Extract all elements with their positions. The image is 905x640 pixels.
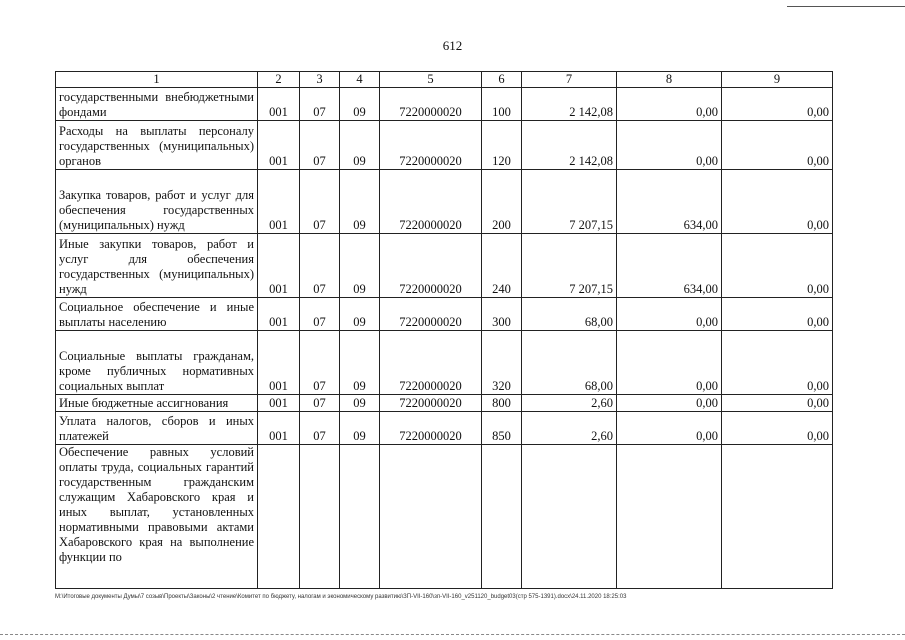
section-code-cell: 07 bbox=[300, 121, 340, 170]
amount-2021-cell: 68,00 bbox=[522, 298, 617, 331]
table-row bbox=[56, 412, 833, 445]
section-code-cell: 07 bbox=[300, 412, 340, 445]
expense-type-cell: 200 bbox=[482, 170, 522, 234]
section-code-cell: 07 bbox=[300, 395, 340, 412]
amount-2022-cell: 0,00 bbox=[617, 121, 722, 170]
amount-2021-cell: 7 207,15 bbox=[522, 170, 617, 234]
amount-2023-cell: 0,00 bbox=[722, 412, 833, 445]
amount-2021-cell: 2 142,08 bbox=[522, 88, 617, 121]
ministry-code-cell: 001 bbox=[258, 331, 300, 395]
expense-type-cell: 240 bbox=[482, 234, 522, 298]
subsection-code-cell: 09 bbox=[340, 234, 380, 298]
ministry-code-cell: 001 bbox=[258, 121, 300, 170]
expense-type-cell: 100 bbox=[482, 88, 522, 121]
amount-2021-cell: 2,60 bbox=[522, 395, 617, 412]
table-row bbox=[56, 395, 833, 412]
amount-2023-cell: 0,00 bbox=[722, 88, 833, 121]
ministry-code-cell: 001 bbox=[258, 88, 300, 121]
expense-type-cell: 850 bbox=[482, 412, 522, 445]
amount-2021-cell: 68,00 bbox=[522, 331, 617, 395]
header-cell: 4 bbox=[340, 72, 380, 88]
table-row bbox=[56, 121, 833, 170]
section-code-cell: 07 bbox=[300, 331, 340, 395]
section-code-cell: 07 bbox=[300, 88, 340, 121]
amount-2022-cell: 0,00 bbox=[617, 412, 722, 445]
budget-table bbox=[55, 71, 833, 589]
expense-type-cell: 800 bbox=[482, 395, 522, 412]
amount-2023-cell bbox=[722, 445, 833, 589]
subsection-code-cell: 09 bbox=[340, 412, 380, 445]
ministry-code-cell: 001 bbox=[258, 395, 300, 412]
table-row bbox=[56, 234, 833, 298]
amount-2023-cell: 0,00 bbox=[722, 331, 833, 395]
header-cell: 8 bbox=[617, 72, 722, 88]
ministry-code-cell: 001 bbox=[258, 298, 300, 331]
header-cell: 9 bbox=[722, 72, 833, 88]
amount-2023-cell: 0,00 bbox=[722, 395, 833, 412]
amount-2022-cell: 0,00 bbox=[617, 395, 722, 412]
target-article-cell: 7220000020 bbox=[380, 395, 482, 412]
row-name-cell: Иные закупки товаров, работ и услуг для обеспечения государственных (муниципальных) нужд bbox=[56, 234, 258, 298]
amount-2022-cell: 0,00 bbox=[617, 298, 722, 331]
section-code-cell bbox=[300, 445, 340, 589]
amount-2022-cell: 0,00 bbox=[617, 331, 722, 395]
subsection-code-cell: 09 bbox=[340, 331, 380, 395]
section-code-cell: 07 bbox=[300, 298, 340, 331]
header-cell: 7 bbox=[522, 72, 617, 88]
target-article-cell: 7220000020 bbox=[380, 121, 482, 170]
ministry-code-cell: 001 bbox=[258, 170, 300, 234]
row-name-cell: Обеспечение равных условий оплаты труда, социальных гарантий государственным гражданским служащим Хабаровского края и иных выплат, установленных нормативными правовыми актами Хабаровского края на выполнение функции по bbox=[56, 445, 258, 589]
amount-2021-cell bbox=[522, 445, 617, 589]
amount-2023-cell: 0,00 bbox=[722, 298, 833, 331]
amount-2021-cell: 7 207,15 bbox=[522, 234, 617, 298]
expense-type-cell: 320 bbox=[482, 331, 522, 395]
bottom-rule bbox=[0, 634, 905, 635]
amount-2022-cell: 634,00 bbox=[617, 234, 722, 298]
table-row bbox=[56, 88, 833, 121]
amount-2021-cell: 2,60 bbox=[522, 412, 617, 445]
subsection-code-cell: 09 bbox=[340, 170, 380, 234]
expense-type-cell bbox=[482, 445, 522, 589]
page-number: 612 bbox=[442, 38, 463, 53]
row-name-cell: Закупка товаров, работ и услуг для обеспечения государственных (муниципальных) нужд bbox=[56, 170, 258, 234]
row-name-cell: Иные бюджетные ассигнования bbox=[56, 395, 258, 412]
row-name-cell: Расходы на выплаты персоналу государственных (муниципальных) органов bbox=[56, 121, 258, 170]
row-name-cell: Социальные выплаты гражданам, кроме публичных нормативных социальных выплат bbox=[56, 331, 258, 395]
subsection-code-cell: 09 bbox=[340, 121, 380, 170]
expense-type-cell: 120 bbox=[482, 121, 522, 170]
header-cell: 6 bbox=[482, 72, 522, 88]
amount-2022-cell: 0,00 bbox=[617, 88, 722, 121]
target-article-cell: 7220000020 bbox=[380, 412, 482, 445]
target-article-cell bbox=[380, 445, 482, 589]
row-name-cell: государственными внебюджетными фондами bbox=[56, 88, 258, 121]
target-article-cell: 7220000020 bbox=[380, 170, 482, 234]
subsection-code-cell: 09 bbox=[340, 395, 380, 412]
amount-2023-cell: 0,00 bbox=[722, 170, 833, 234]
amount-2022-cell bbox=[617, 445, 722, 589]
header-row bbox=[56, 72, 833, 88]
table-row bbox=[56, 445, 833, 589]
target-article-cell: 7220000020 bbox=[380, 331, 482, 395]
table-row bbox=[56, 298, 833, 331]
row-name-cell: Уплата налогов, сборов и иных платежей bbox=[56, 412, 258, 445]
header-cell: 1 bbox=[56, 72, 258, 88]
row-name-cell: Социальное обеспечение и иные выплаты населению bbox=[56, 298, 258, 331]
amount-2022-cell: 634,00 bbox=[617, 170, 722, 234]
amount-2021-cell: 2 142,08 bbox=[522, 121, 617, 170]
header-cell: 5 bbox=[380, 72, 482, 88]
section-code-cell: 07 bbox=[300, 170, 340, 234]
header-cell: 3 bbox=[300, 72, 340, 88]
ministry-code-cell: 001 bbox=[258, 234, 300, 298]
target-article-cell: 7220000020 bbox=[380, 298, 482, 331]
expense-type-cell: 300 bbox=[482, 298, 522, 331]
ministry-code-cell bbox=[258, 445, 300, 589]
file-path-footer: M:\Итоговые документы Думы\7 созыв\Проекты\Законы\2 чтение\Комитет по бюджету, налогам и экономическому развитию\ЗП-VII-160\зп-VII-160_v251120_budget03(стр 575-1391).docx\24.11.2020 18:25:03 bbox=[55, 594, 627, 600]
ministry-code-cell: 001 bbox=[258, 412, 300, 445]
header-cell: 2 bbox=[258, 72, 300, 88]
target-article-cell: 7220000020 bbox=[380, 88, 482, 121]
subsection-code-cell: 09 bbox=[340, 298, 380, 331]
section-code-cell: 07 bbox=[300, 234, 340, 298]
target-article-cell: 7220000020 bbox=[380, 234, 482, 298]
subsection-code-cell: 09 bbox=[340, 88, 380, 121]
top-rule bbox=[787, 6, 905, 7]
subsection-code-cell bbox=[340, 445, 380, 589]
table-row bbox=[56, 331, 833, 395]
amount-2023-cell: 0,00 bbox=[722, 234, 833, 298]
amount-2023-cell: 0,00 bbox=[722, 121, 833, 170]
table-row bbox=[56, 170, 833, 234]
